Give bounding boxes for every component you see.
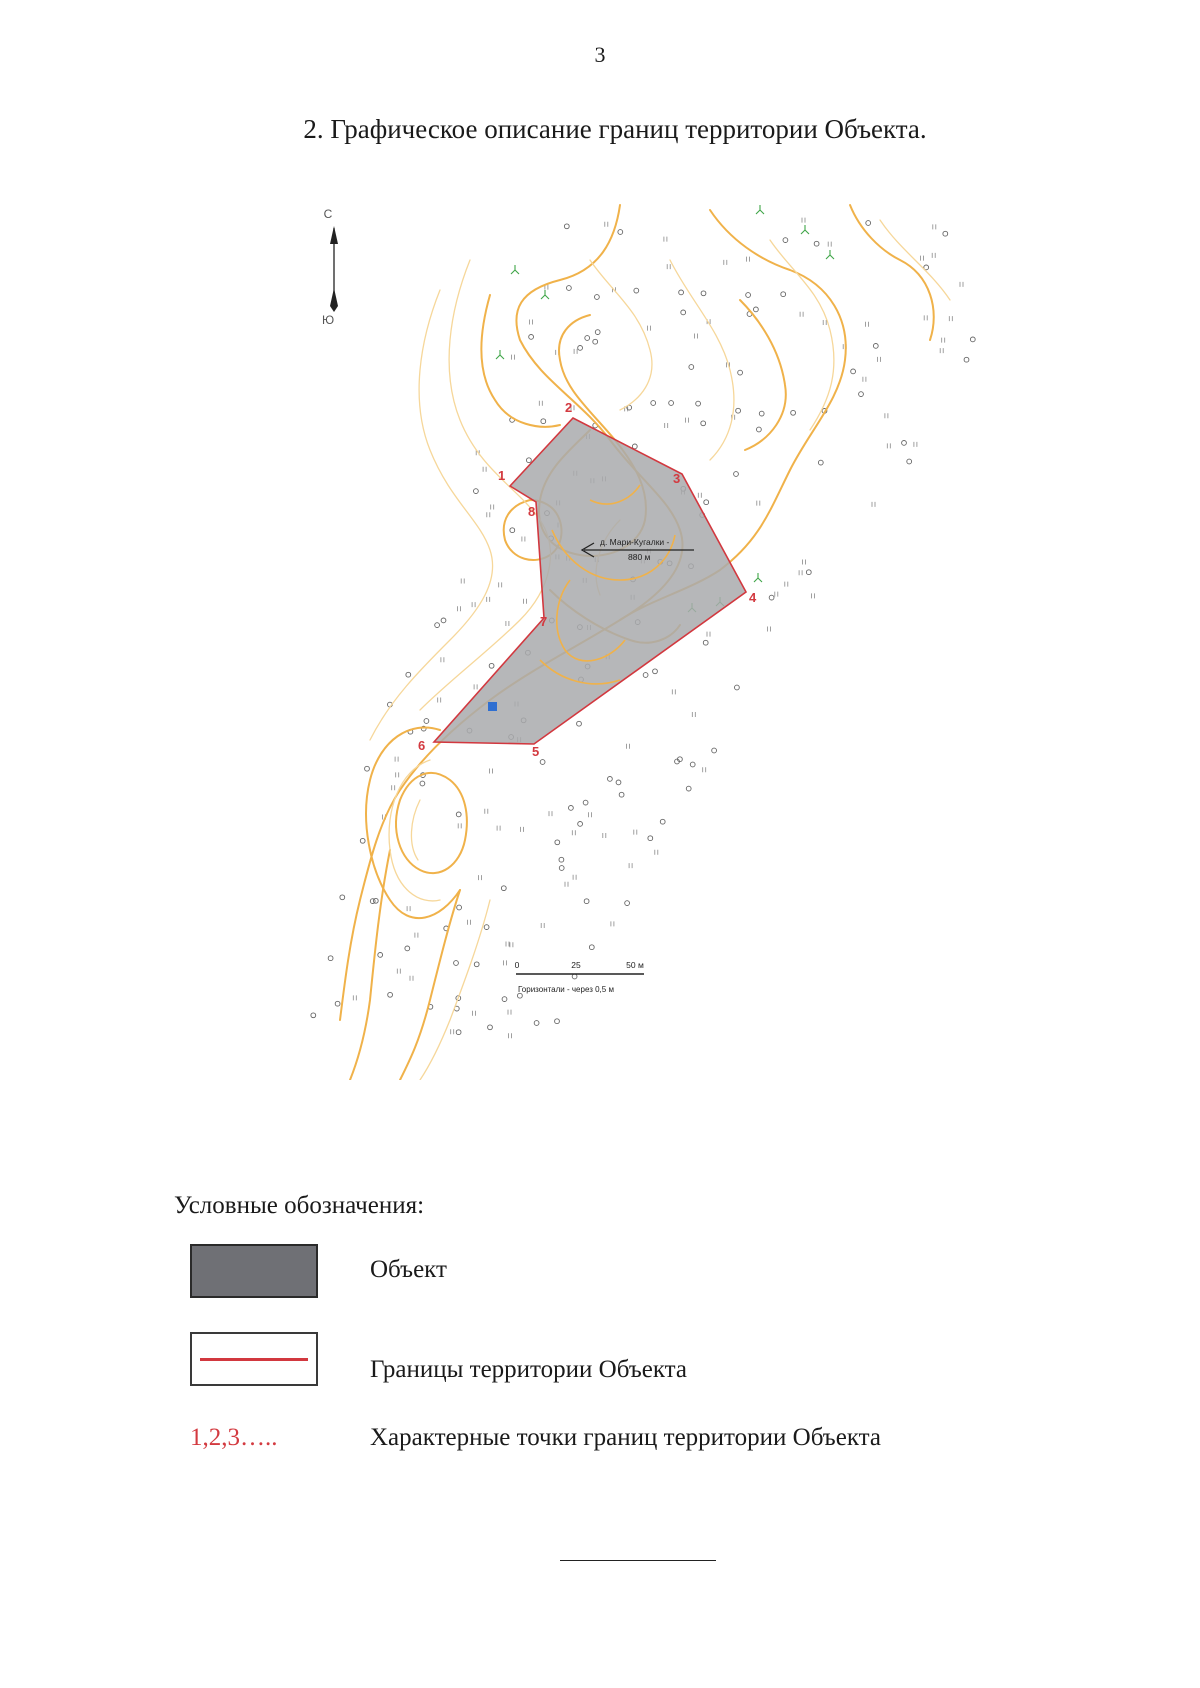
shrub-symbol — [689, 365, 694, 370]
meadow-symbol — [605, 222, 608, 227]
points-sample: 1,2,3….. — [190, 1424, 278, 1451]
meadow-symbol — [877, 357, 880, 362]
shrub-symbol — [754, 307, 759, 312]
legend-boundary-label: Границы территории Объекта — [370, 1356, 687, 1383]
meadow-symbol — [724, 260, 727, 265]
shrub-symbol — [851, 369, 856, 374]
scale-bar — [515, 960, 644, 994]
page-number: 3 — [594, 42, 606, 67]
vegetation-symbol — [826, 250, 834, 259]
meadow-symbol — [921, 256, 924, 261]
meadow-symbol — [396, 772, 399, 777]
meadow-symbol — [506, 621, 509, 626]
shrub-symbol — [814, 241, 819, 246]
meadow-symbol — [472, 602, 475, 607]
meadow-symbol — [707, 632, 710, 637]
boundary-point-label: 6 — [418, 738, 426, 753]
shrub-symbol — [681, 310, 686, 315]
vegetation-symbol — [541, 290, 549, 299]
shrub-symbol — [643, 673, 648, 678]
shrub-symbol — [625, 901, 630, 906]
shrub-symbol — [734, 472, 739, 477]
scale-label-25: 25 — [571, 960, 581, 970]
shrub-symbol — [585, 336, 590, 341]
shrub-symbol — [866, 221, 871, 226]
vegetation-symbol — [496, 350, 504, 359]
shrub-symbol — [577, 721, 582, 726]
shrub-symbol — [738, 370, 743, 375]
meadow-symbol — [506, 942, 509, 947]
meadow-symbol — [451, 1029, 454, 1034]
meadow-symbol — [627, 744, 630, 749]
contour-line — [481, 295, 560, 427]
contour-line — [880, 220, 950, 300]
shrub-symbol — [328, 956, 333, 961]
shrub-symbol — [564, 224, 569, 229]
meadow-symbol — [472, 1011, 475, 1016]
shrub-symbol — [567, 286, 572, 291]
legend-item-object — [190, 1244, 990, 1304]
shrub-symbol — [456, 1030, 461, 1035]
vegetation-symbol — [754, 573, 762, 582]
meadow-symbol — [441, 657, 444, 662]
shrub-symbol — [484, 925, 489, 930]
shrub-symbol — [651, 401, 656, 406]
meadow-symbol — [524, 599, 527, 604]
shrub-symbol — [488, 1025, 493, 1030]
meadow-symbol — [509, 1033, 512, 1038]
shrub-symbol — [943, 231, 948, 236]
legend-points-label: Характерные точки границ территории Объекта — [370, 1424, 881, 1451]
meadow-symbol — [703, 767, 706, 772]
meadow-symbol — [775, 592, 778, 597]
meadow-symbol — [520, 827, 523, 832]
shrub-symbol — [501, 886, 506, 891]
shrub-symbol — [373, 898, 378, 903]
page-heading: 2. Графическое описание границ территории Объекта. — [303, 114, 927, 144]
shrub-symbol — [757, 427, 762, 432]
legend-item-points — [190, 1420, 990, 1480]
shrub-symbol — [759, 411, 764, 416]
meadow-symbol — [588, 812, 591, 817]
shrub-symbol — [583, 800, 588, 805]
shrub-symbol — [541, 419, 546, 424]
shrub-symbol — [769, 595, 774, 600]
meadow-symbol — [802, 218, 805, 223]
shrub-symbol — [311, 1013, 316, 1018]
south-label: Ю — [321, 313, 335, 327]
shrub-symbol — [783, 238, 788, 243]
shrub-symbol — [619, 792, 624, 797]
meadow-symbol — [468, 920, 471, 925]
meadow-symbol — [914, 442, 917, 447]
meadow-symbol — [508, 1010, 511, 1015]
shrub-symbol — [746, 293, 751, 298]
meadow-symbol — [629, 863, 632, 868]
contour-line — [400, 890, 460, 1080]
shrub-symbol — [595, 330, 600, 335]
shrub-symbol — [405, 946, 410, 951]
meadow-symbol — [572, 830, 575, 835]
shrub-symbol — [679, 290, 684, 295]
shrub-symbol — [527, 458, 532, 463]
object-swatch — [190, 1244, 318, 1298]
meadow-symbol — [478, 875, 481, 880]
contour-line — [396, 773, 467, 873]
shrub-symbol — [572, 974, 577, 979]
shrub-symbol — [648, 836, 653, 841]
meadow-symbol — [887, 443, 890, 448]
shrub-symbol — [907, 459, 912, 464]
contour-line — [370, 290, 493, 740]
meadow-symbol — [634, 830, 637, 835]
shrub-symbol — [454, 961, 459, 966]
boundary-point-label: 7 — [540, 614, 548, 629]
boundary-point-label: 4 — [749, 590, 757, 605]
shrub-symbol — [669, 401, 674, 406]
shrub-symbol — [518, 993, 523, 998]
shrub-symbol — [388, 992, 393, 997]
shrub-symbol — [701, 291, 706, 296]
meadow-symbol — [522, 537, 525, 542]
meadow-symbol — [768, 627, 771, 632]
contour-line — [770, 240, 834, 430]
shrub-symbol — [474, 489, 479, 494]
meadow-symbol — [823, 320, 826, 325]
meadow-symbol — [885, 413, 888, 418]
shrub-symbol — [529, 335, 534, 340]
meadow-symbol — [438, 698, 441, 703]
contour-interval-note: Горизонтали - через 0,5 м — [518, 985, 614, 994]
shrub-symbol — [964, 357, 969, 362]
shrub-symbol — [457, 905, 462, 910]
shrub-symbol — [489, 663, 494, 668]
meadow-symbol — [664, 237, 667, 242]
shrub-symbol — [791, 410, 796, 415]
shrub-symbol — [578, 346, 583, 351]
meadow-symbol — [541, 923, 544, 928]
meadow-symbol — [747, 257, 750, 262]
meadow-symbol — [504, 960, 507, 965]
boundary-point-label: 8 — [528, 504, 536, 519]
vegetation-symbol — [801, 225, 809, 234]
shrub-symbol — [559, 857, 564, 862]
scale-label-0: 0 — [514, 960, 520, 970]
meadow-symbol — [698, 493, 701, 498]
meadow-symbol — [924, 315, 927, 320]
boundary-point-label: 2 — [565, 400, 573, 415]
contour-line — [590, 260, 652, 410]
village-arrow-label-line1: д. Мари-Кугалки - — [600, 537, 670, 547]
meadow-symbol — [565, 882, 568, 887]
shrub-symbol — [806, 570, 811, 575]
shrub-symbol — [569, 806, 574, 811]
boundary-point-label: 3 — [673, 471, 681, 486]
meadow-symbol — [530, 320, 533, 325]
shrub-symbol — [510, 528, 515, 533]
shrub-symbol — [378, 953, 383, 958]
meadow-symbol — [491, 505, 494, 510]
shrub-symbol — [701, 421, 706, 426]
meadow-symbol — [511, 355, 514, 360]
shrub-symbol — [634, 288, 639, 293]
meadow-symbol — [415, 933, 418, 938]
shrub-symbol — [595, 295, 600, 300]
meadow-symbol — [487, 597, 490, 602]
shrub-symbol — [703, 640, 708, 645]
shrub-symbol — [970, 337, 975, 342]
meadow-symbol — [872, 502, 875, 507]
meadow-symbol — [933, 224, 936, 229]
meadow-symbol — [474, 684, 477, 689]
meadow-symbol — [828, 242, 831, 247]
meadow-symbol — [483, 467, 486, 472]
meadow-symbol — [603, 833, 606, 838]
shrub-symbol — [578, 822, 583, 827]
meadow-symbol — [410, 976, 413, 981]
meadow-symbol — [407, 906, 410, 911]
meadow-symbol — [949, 316, 952, 321]
shrub-symbol — [540, 760, 545, 765]
shrub-symbol — [474, 962, 479, 967]
meadow-symbol — [665, 423, 668, 428]
vegetation-symbol — [511, 265, 519, 274]
meadow-symbol — [960, 282, 963, 287]
shrub-symbol — [335, 1001, 340, 1006]
meadow-symbol — [392, 785, 395, 790]
shrub-symbol — [365, 766, 370, 771]
meadow-symbol — [942, 338, 945, 343]
shrub-symbol — [555, 1019, 560, 1024]
shrub-symbol — [456, 812, 461, 817]
shrub-symbol — [435, 623, 440, 628]
meadow-symbol — [485, 809, 488, 814]
shrub-symbol — [420, 781, 425, 786]
meadow-symbol — [487, 512, 490, 517]
meadow-symbol — [655, 850, 658, 855]
shrub-symbol — [584, 899, 589, 904]
shrub-symbol — [593, 339, 598, 344]
meadow-symbol — [353, 995, 356, 1000]
contour-line — [740, 300, 786, 450]
shrub-symbol — [704, 500, 709, 505]
shrub-symbol — [589, 945, 594, 950]
shrub-symbol — [534, 1021, 539, 1026]
shrub-symbol — [340, 895, 345, 900]
shrub-symbol — [559, 866, 564, 871]
legend-title: Условные обозначения: — [174, 1192, 425, 1219]
meadow-symbol — [497, 826, 500, 831]
meadow-symbol — [573, 875, 576, 880]
meadow-symbol — [461, 579, 464, 584]
boundary-swatch — [190, 1332, 318, 1386]
shrub-symbol — [781, 292, 786, 297]
meadow-symbol — [458, 606, 461, 611]
shrub-symbol — [690, 762, 695, 767]
boundary-point-label: 1 — [498, 468, 506, 483]
legend-object-label: Объект — [370, 1256, 447, 1283]
meadow-symbol — [490, 769, 493, 774]
meadow-symbol — [458, 823, 461, 828]
legend-item-boundary — [190, 1332, 990, 1392]
meadow-symbol — [395, 757, 398, 762]
scale-label-50: 50 м — [626, 960, 644, 970]
shrub-symbol — [616, 780, 621, 785]
village-arrow-label-line2: 880 м — [628, 552, 651, 562]
meadow-symbol — [499, 582, 502, 587]
north-arrow — [322, 207, 338, 327]
shrub-symbol — [406, 672, 411, 677]
contour-line — [420, 900, 490, 1080]
shrub-symbol — [555, 840, 560, 845]
shrub-symbol — [902, 441, 907, 446]
shrub-symbol — [736, 408, 741, 413]
meadow-symbol — [799, 570, 802, 575]
meadow-symbol — [397, 969, 400, 974]
meadow-symbol — [574, 349, 577, 354]
meadow-symbol — [672, 689, 675, 694]
shrub-symbol — [686, 786, 691, 791]
meadow-symbol — [863, 377, 866, 382]
shrub-symbol — [873, 344, 878, 349]
shrub-symbol — [712, 748, 717, 753]
meadow-symbol — [803, 560, 806, 565]
shrub-symbol — [735, 685, 740, 690]
shrub-symbol — [441, 618, 446, 623]
meadow-symbol — [611, 921, 614, 926]
meadow-symbol — [695, 334, 698, 339]
shrub-symbol — [818, 460, 823, 465]
contour-line — [350, 850, 390, 1080]
shrub-symbol — [608, 777, 613, 782]
shrub-symbol — [653, 669, 658, 674]
meadow-symbol — [692, 712, 695, 717]
meadow-symbol — [648, 326, 651, 331]
meadow-symbol — [667, 264, 670, 269]
meadow-symbol — [785, 582, 788, 587]
boundary-point-label: 5 — [532, 744, 540, 759]
north-label: С — [323, 207, 333, 221]
contour-line — [411, 800, 420, 860]
meadow-symbol — [539, 401, 542, 406]
end-rule — [560, 1560, 716, 1561]
shrub-symbol — [660, 819, 665, 824]
shrub-symbol — [618, 230, 623, 235]
object-area — [434, 418, 746, 744]
meadow-symbol — [510, 942, 513, 947]
meadow-symbol — [686, 418, 689, 423]
shrub-symbol — [360, 838, 365, 843]
vegetation-symbol — [756, 205, 764, 214]
topographic-map — [290, 200, 1010, 1080]
shrub-symbol — [502, 997, 507, 1002]
meadow-symbol — [865, 322, 868, 327]
meadow-symbol — [940, 348, 943, 353]
blue-marker — [488, 702, 497, 711]
shrub-symbol — [696, 401, 701, 406]
meadow-symbol — [549, 811, 552, 816]
meadow-symbol — [800, 312, 803, 317]
meadow-symbol — [812, 593, 815, 598]
contour-line — [850, 205, 934, 340]
shrub-symbol — [424, 719, 429, 724]
shrub-symbol — [859, 392, 864, 397]
meadow-symbol — [932, 253, 935, 258]
meadow-symbol — [757, 501, 760, 506]
